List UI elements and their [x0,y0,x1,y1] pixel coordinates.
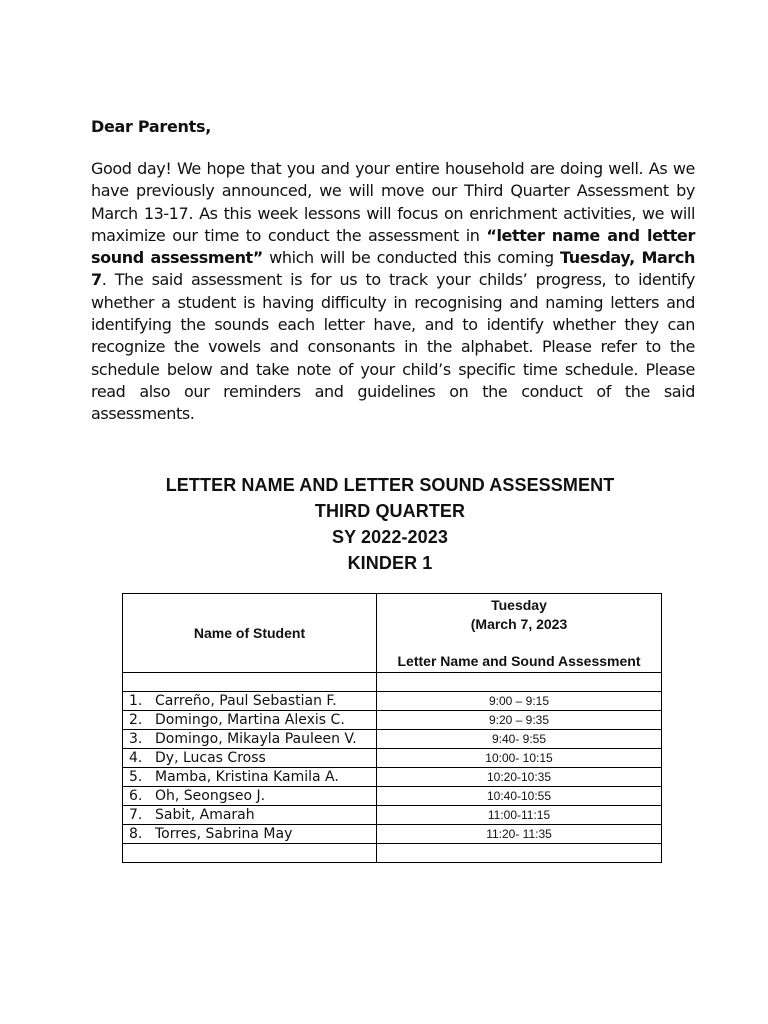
time-slot: 10:20-10:35 [377,768,662,787]
time-slot: 9:20 – 9:35 [377,711,662,730]
student-name: Oh, Seongseo J. [155,788,266,804]
letter-text-2: which will be conducted this coming [262,248,561,268]
row-number: 4. [129,750,143,766]
schedule-title: LETTER NAME AND LETTER SOUND ASSESSMENT [165,475,615,495]
student-name: Torres, Sabrina May [155,826,293,842]
assessment-name: “letter name and letter sound assessment” [91,225,695,268]
letter-text-3: . The said assessment is for us to track your childs’ progress, to identify whether a student is having difficulty in recognising and naming letters and identifying the sounds each letter have, and to identify whether they can recognize the vowels and consonants in the alphabet. Please refer to the schedule below and take note of your child’s specific time schedule. Please read also our reminders and guidelines on the conduct of the said assessments. [91,270,695,424]
student-name: Mamba, Kristina Kamila A. [155,769,339,785]
time-slot: 11:00-11:15 [377,806,662,825]
letter-text-1: Good day! We hope that you and your entire household are doing well. As we have previously announced, we will move our Third Quarter Assessment by March 13-17. As this week lessons will focus on enrichment activities, we will maximize our time to conduct the assessment in [91,159,695,245]
salutation: Dear Parents, [91,117,211,136]
student-name-cell [123,711,377,730]
header-date: (March 7, 2023 [470,616,568,632]
time-slot: 9:00 – 9:15 [377,692,662,711]
table-row [123,787,662,806]
student-name-cell [123,825,377,844]
table-row [123,692,662,711]
schedule-quarter: THIRD QUARTER [314,501,466,521]
header-day: Tuesday [491,597,547,613]
table-row [123,768,662,787]
student-name-cell [123,787,377,806]
row-number: 8. [129,826,143,842]
schedule-class: KINDER 1 [347,553,433,573]
time-slot: 10:40-10:55 [377,787,662,806]
student-name: Domingo, Mikayla Pauleen V. [155,731,357,747]
table-row [123,806,662,825]
row-number: 6. [129,788,143,804]
row-number: 1. [129,693,143,709]
header-assessment-title: Letter Name and Sound Assessment [397,653,641,669]
student-name: Sabit, Amarah [155,807,255,823]
student-name-cell [123,692,377,711]
student-name: Carreño, Paul Sebastian F. [155,693,337,709]
student-name-cell [123,806,377,825]
table-row-empty [123,673,662,692]
time-slot: 9:40- 9:55 [377,730,662,749]
assessment-date: Tuesday, March 7 [91,248,695,290]
table-row [123,825,662,844]
table-row-empty [123,844,662,863]
letter-body [91,158,695,426]
student-name-cell [123,749,377,768]
student-name-cell [123,730,377,749]
row-number: 5. [129,769,143,785]
schedule-table [122,593,662,863]
row-number: 2. [129,712,143,728]
schedule-school-year: SY 2022-2023 [332,527,448,547]
student-name-cell [123,768,377,787]
time-slot: 10:00- 10:15 [377,749,662,768]
table-row [123,749,662,768]
student-name: Dy, Lucas Cross [155,750,266,766]
student-name-header: Name of Student [123,594,377,673]
row-number: 3. [129,731,143,747]
assessment-date-header [377,594,662,673]
table-row [123,730,662,749]
table-row [123,711,662,730]
row-number: 7. [129,807,143,823]
student-name: Domingo, Martina Alexis C. [155,712,345,728]
time-slot: 11:20- 11:35 [377,825,662,844]
table-header-row [123,594,662,673]
